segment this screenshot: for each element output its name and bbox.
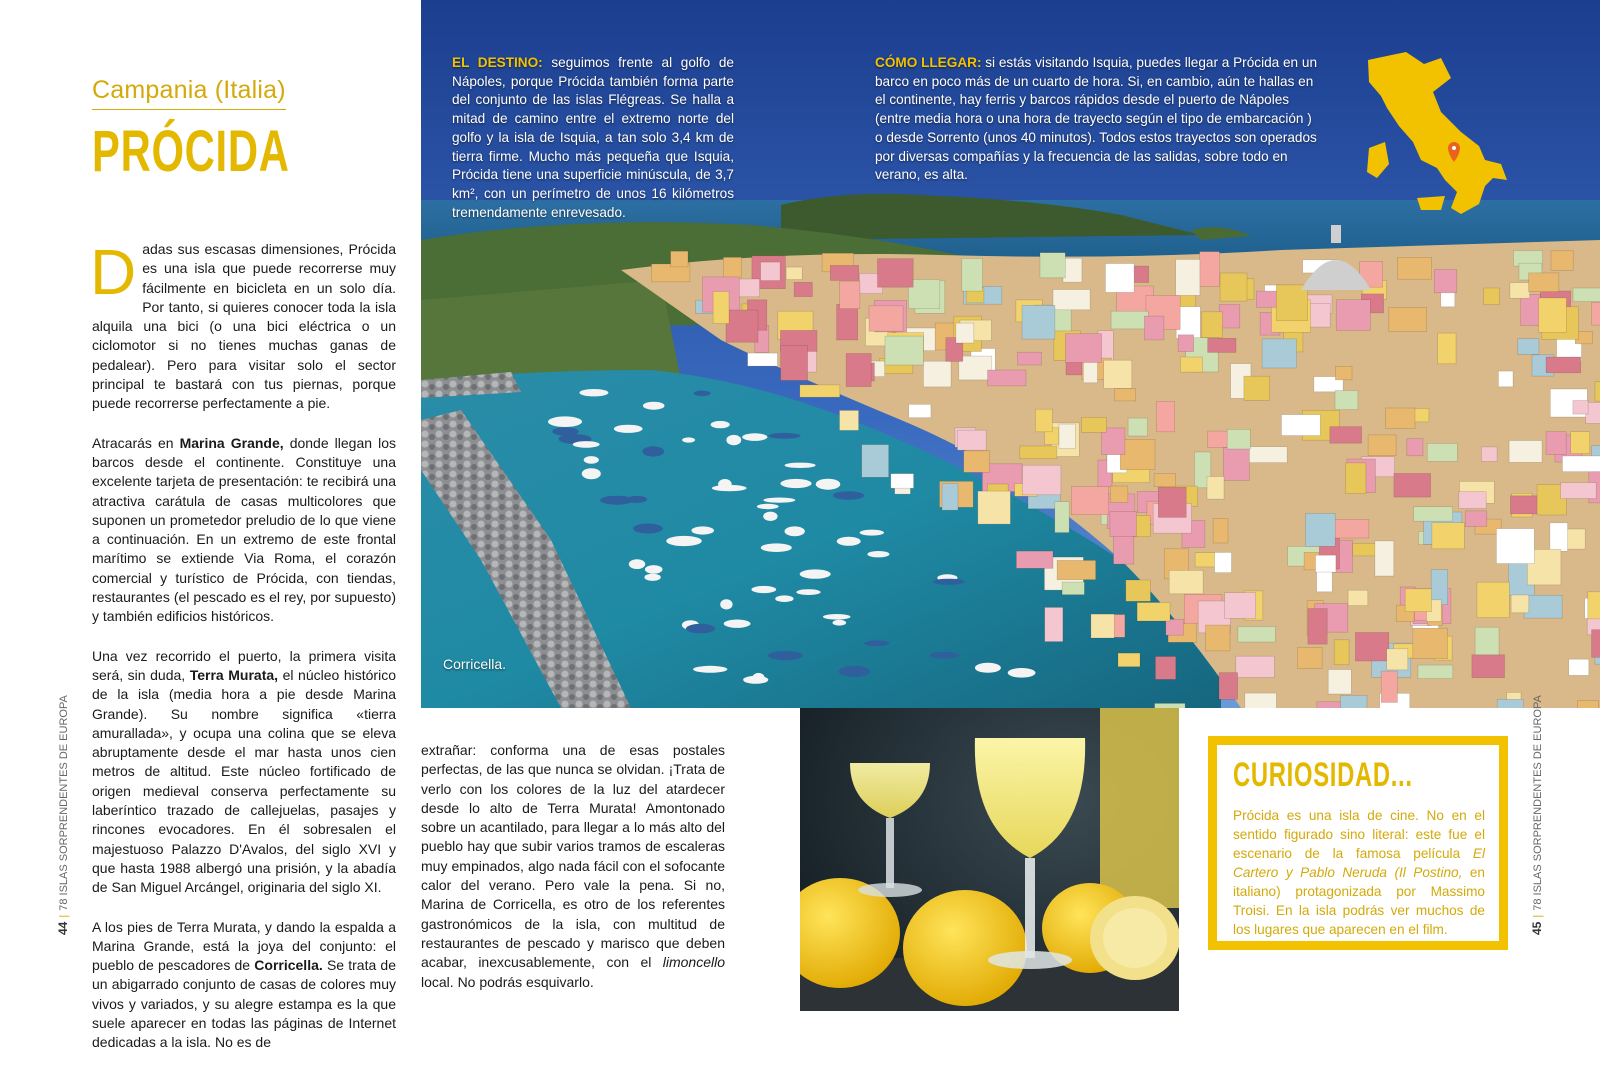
paragraph-intro	[92, 240, 396, 414]
italic-term: limoncello	[663, 954, 725, 970]
paragraph-marina-grande: Atracarás en Marina Grande, donde llegan los barcos desde el continente. Constituye una excelente tarjeta de presentación: te recibirá una atractiva carátula de casas multicolores que suponen un prometedor preludio de lo que viene a continuación. En un extremo de este frontal marítimo se extiende Via Roma, el corazón comercial y turístico de Prócida, con tiendas, restaurantes (el pescado es el rey, por supuesto) y también edificios históricos.	[92, 434, 396, 627]
article-column-2	[421, 741, 725, 1012]
paragraph-continued: extrañar: conforma una de esas postales perfectas, de las que nunca se olvidan. ¡Trata de verlo con los colores de la luz del atardecer desde lo alto de Terra Murata! Amontonado sobre un acantilado, para llegar a lo más alto del pueblo hay que subir varios tramos de escaleras muy empinados, algo nada fácil con el sofocante calor del verano. Pero vale la pena. Si no, Marina de Corricella, es otro de los referentes gastronómicos de la isla, con multitud de restaurantes de pescado y marisco que deben acabar, inexcusablemente, con el limoncello local. No podrás esquivarlo.	[421, 741, 725, 992]
bold-term: Terra Murata,	[190, 667, 278, 683]
photo-caption: Corricella.	[443, 656, 506, 672]
paragraph-corricella: A los pies de Terra Murata, y dando la espalda a Marina Grande, está la joya del conjunto: el pueblo de pescadores de Corricella. Se trata de un abigarrado conjunto de casas de colores muy vivos y variados, y su alegre estampa es la que suele aparecer en todas las páginas de Internet dedicadas a la isla. No es de	[92, 918, 396, 1053]
italic-term: El Cartero y Pablo Neruda (Il Postino,	[1233, 846, 1485, 880]
drop-cap: D	[90, 246, 136, 298]
destino-text: seguimos frente al golfo de Nápoles, porque Prócida también forma parte del conjunto de las islas Flégreas. Se halla a mitad de camino entre el extremo norte del golfo y la isla de Isquia, a tan solo 3,4 km de tierra firme. Mucho más pequeña que Isquia, Prócida tiene una superficie minúscula, de 3,7 km², con un perímetro de unos 16 kilómetros tremendamente enrevesado.	[452, 55, 734, 220]
left-folio: 44|78 ISLAS SORPRENDENTES DE EUROPA	[56, 695, 70, 935]
destino-box	[452, 54, 734, 222]
como-llegar-box	[875, 54, 1319, 185]
bold-term: Marina Grande,	[180, 435, 284, 451]
como-llegar-label: CÓMO LLEGAR:	[875, 55, 981, 70]
paragraph-text: adas sus escasas dimensiones, Prócida es una isla que puede recorrerse muy fácilmente en bicicleta en un solo día. Por tanto, si quieres conocer toda la isla alquila una bici (o una bici eléctrica o un ciclomotor si no tienes muchas ganas de pedalear). Pero para visitar solo el sector principal te bastará con tus piernas, porque puede recorrerse perfectamente a pie.	[92, 241, 396, 411]
destino-label: EL DESTINO:	[452, 55, 543, 70]
book-title: 78 ISLAS SORPRENDENTES DE EUROPA	[1532, 695, 1544, 911]
curiosidad-text: Prócida es una isla de cine. No en el sentido figurado sino literal: este fue el escenario de la famosa película El Cartero y Pablo Neruda (Il Postino, en italiano) protagonizada por Massimo Troisi. En la isla podrás ver muchos de los lugares que aparecen en el film.	[1233, 806, 1485, 939]
book-title: 78 ISLAS SORPRENDENTES DE EUROPA	[58, 695, 70, 911]
page-title: PRÓCIDA	[92, 118, 290, 185]
curiosidad-title: CURIOSIDAD...	[1233, 756, 1413, 795]
right-folio: 45|78 ISLAS SORPRENDENTES DE EUROPA	[1530, 695, 1544, 935]
article-column-1	[92, 240, 396, 1073]
page-number: 44	[56, 922, 70, 935]
region-label: Campania (Italia)	[92, 76, 286, 110]
page-number: 45	[1530, 922, 1544, 935]
paragraph-terra-murata: Una vez recorrido el puerto, la primera visita será, sin duda, Terra Murata, el núcleo histórico de la isla (media hora a pie desde Marina Grande). Su nombre significa «tierra amurallada», y ocupa una colina que se eleva abruptamente desde el mar hasta unos cien metros de altitud. Este núcleo fortificado de origen medieval conserva perfectamente su laberíntico trazado de callejuelas, pasajes y rincones evocadores. En él sobresalen el majestuoso Palazzo D'Avalos, del siglo XVI y que hasta 1988 albergó una prisión, y la abadía de San Miguel Arcángel, originaria del siglo XI.	[92, 647, 396, 898]
bold-term: Corricella.	[254, 957, 322, 973]
como-llegar-text: si estás visitando Isquia, puedes llegar a Prócida en un barco en poco más de un cuarto de hora. Si, en cambio, aún te hallas en el continente, hay ferris y barcos rápidos desde el puerto de Nápoles (entre media hora o una hora de trayecto según el tipo de embarcación ) o desde Sorrento (unos 40 minutos). Todos estos trayectos son operados por diversas compañías y la frecuencia de las salidas, sobre todo en verano, es alta.	[875, 55, 1317, 182]
limoncello-photo	[800, 708, 1179, 1011]
